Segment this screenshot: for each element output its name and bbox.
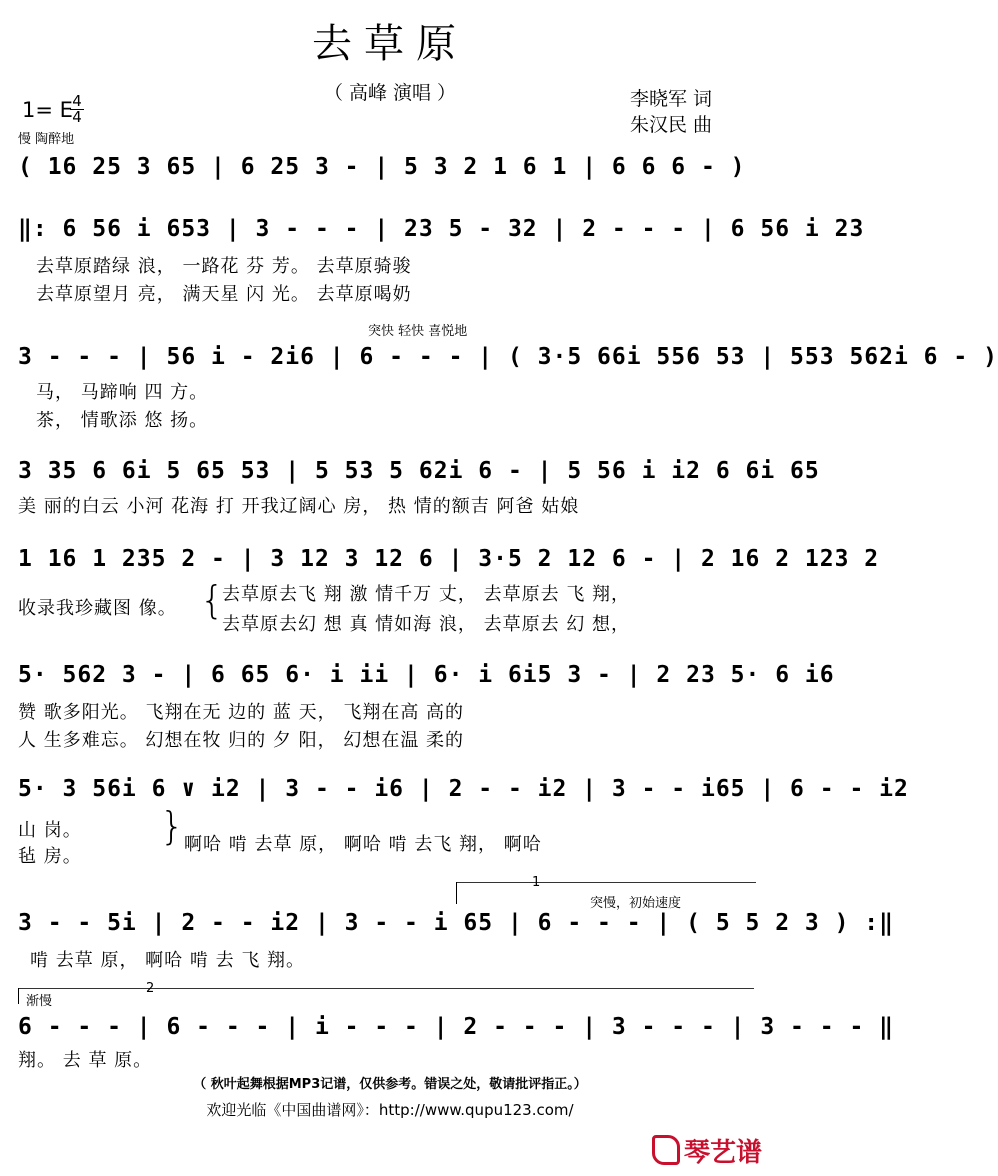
notation-line-2: ‖: 6 56 i 653 | 3 - - - | 23 5 - 32 | 2 - - - | 6 56 i 23 [18, 216, 865, 242]
first-ending-bracket [456, 882, 756, 883]
expression-ending-2: 渐慢 [26, 994, 53, 1009]
brand-logo-text: 琴艺谱 [684, 1138, 763, 1168]
expression-ending-1: 突慢，初始速度 [590, 896, 682, 911]
brand-logo-icon [652, 1135, 680, 1165]
lyrics-line-2-verse-2: 去草原望月 亮， 满天星 闪 光。 去草原喝奶 [36, 284, 412, 305]
composer-credit: 朱汉民 曲 [630, 114, 713, 136]
lyrics-line-7-verse-2: 毡 房。 [18, 846, 82, 867]
first-ending-bracket-left [456, 882, 457, 904]
second-ending-number: 2 [146, 981, 155, 996]
verse-brace-1: { [200, 578, 225, 622]
lyrics-line-5-verse-1: 去草原去飞 翔 激 情千万 丈， 去草原去 飞 翔， [222, 584, 631, 605]
lyrics-line-6-verse-1: 赞 歌多阳光。 飞翔在无 边的 蓝 天， 飞翔在高 高的 [18, 702, 465, 723]
second-ending-bracket [18, 988, 754, 989]
notation-line-3: 3 - - - | 56 i - 2i6 | 6 - - - | ( 3·5 66i 556 53 | 553 562i 6 - ) [18, 344, 998, 370]
notation-line-1: ( 16 25 3 65 | 6 25 3 - | 5 3 2 1 6 1 | 6 6 6 - ) [18, 154, 746, 180]
notation-line-8: 3 - - 5i | 2 - - i2 | 3 - - i 65 | 6 - - - | ( 5 5 2 3 ) :‖ [18, 910, 894, 936]
notation-line-4: 3 35 6 6i 5 65 53 | 5 53 5 62i 6 - | 5 56 i i2 6 6i 65 [18, 458, 820, 484]
lyrics-line-3-verse-1: 马， 马蹄响 四 方。 [36, 382, 209, 403]
second-ending-bracket-left [18, 988, 19, 1004]
time-sig-top: 4 [72, 92, 82, 110]
subtitle-performer: （ 高峰 演唱 ） [323, 82, 457, 104]
time-signature [70, 94, 84, 125]
transcription-note: （ 秋叶起舞根据MP3记谱，仅供参考。错误之处，敬请批评指正。） [193, 1077, 587, 1092]
notation-line-7: 5· 3 56i 6 ∨ i2 | 3 - - i6 | 2 - - i2 | 3 - - i65 | 6 - - i2 [18, 776, 909, 802]
website-link[interactable]: 欢迎光临《中国曲谱网》：http://www.qupu123.com/ [206, 1101, 574, 1119]
time-sig-bottom: 4 [70, 109, 84, 125]
lyrics-line-7-chorus: 啊哈 啃 去草 原， 啊哈 啃 去飞 翔， 啊哈 [184, 834, 542, 855]
lyrics-line-3-verse-2: 茶， 情歌添 悠 扬。 [36, 410, 209, 431]
lyrics-line-6-verse-2: 人 生多难忘。 幻想在牧 归的 夕 阳， 幻想在温 柔的 [18, 730, 465, 751]
lyrics-line-5: 收录我珍藏图 像。 [18, 598, 177, 619]
expression-section-2: 突快 轻快 喜悦地 [368, 324, 468, 339]
notation-line-9: 6 - - - | 6 - - - | i - - - | 2 - - - | 3 - - - | 3 - - - ‖ [18, 1014, 894, 1040]
page-title: 去草原 [312, 21, 468, 67]
lyrics-line-2-verse-1: 去草原踏绿 浪， 一路花 芬 芳。 去草原骑骏 [36, 256, 412, 277]
notation-line-5: 1 16 1 235 2 - | 3 12 3 12 6 | 3·5 2 12 6 - | 2 16 2 123 2 [18, 546, 880, 572]
notation-line-6: 5· 562 3 - | 6 65 6· i ii | 6· i 6i5 3 - | 2 23 5· 6 i6 [18, 662, 835, 688]
first-ending-number: 1 [532, 875, 541, 890]
lyrics-line-4: 美 丽的白云 小河 花海 打 开我辽阔心 房， 热 情的额吉 阿爸 姑娘 [18, 496, 580, 517]
brand-logo [652, 1132, 762, 1169]
lyrics-line-5-verse-2: 去草原去幻 想 真 情如海 浪， 去草原去 幻 想， [222, 614, 631, 635]
lyrics-line-7-verse-1: 山 岗。 [18, 820, 82, 841]
verse-brace-2: } [160, 804, 185, 848]
expression-start: 慢 陶醉地 [18, 132, 75, 147]
lyrics-line-8: 啃 去草 原， 啊哈 啃 去 飞 翔。 [30, 950, 306, 971]
lyricist-credit: 李晓军 词 [630, 88, 713, 110]
lyrics-line-9: 翔。 去 草 原。 [18, 1050, 153, 1071]
key-signature: 1= E [22, 98, 73, 122]
